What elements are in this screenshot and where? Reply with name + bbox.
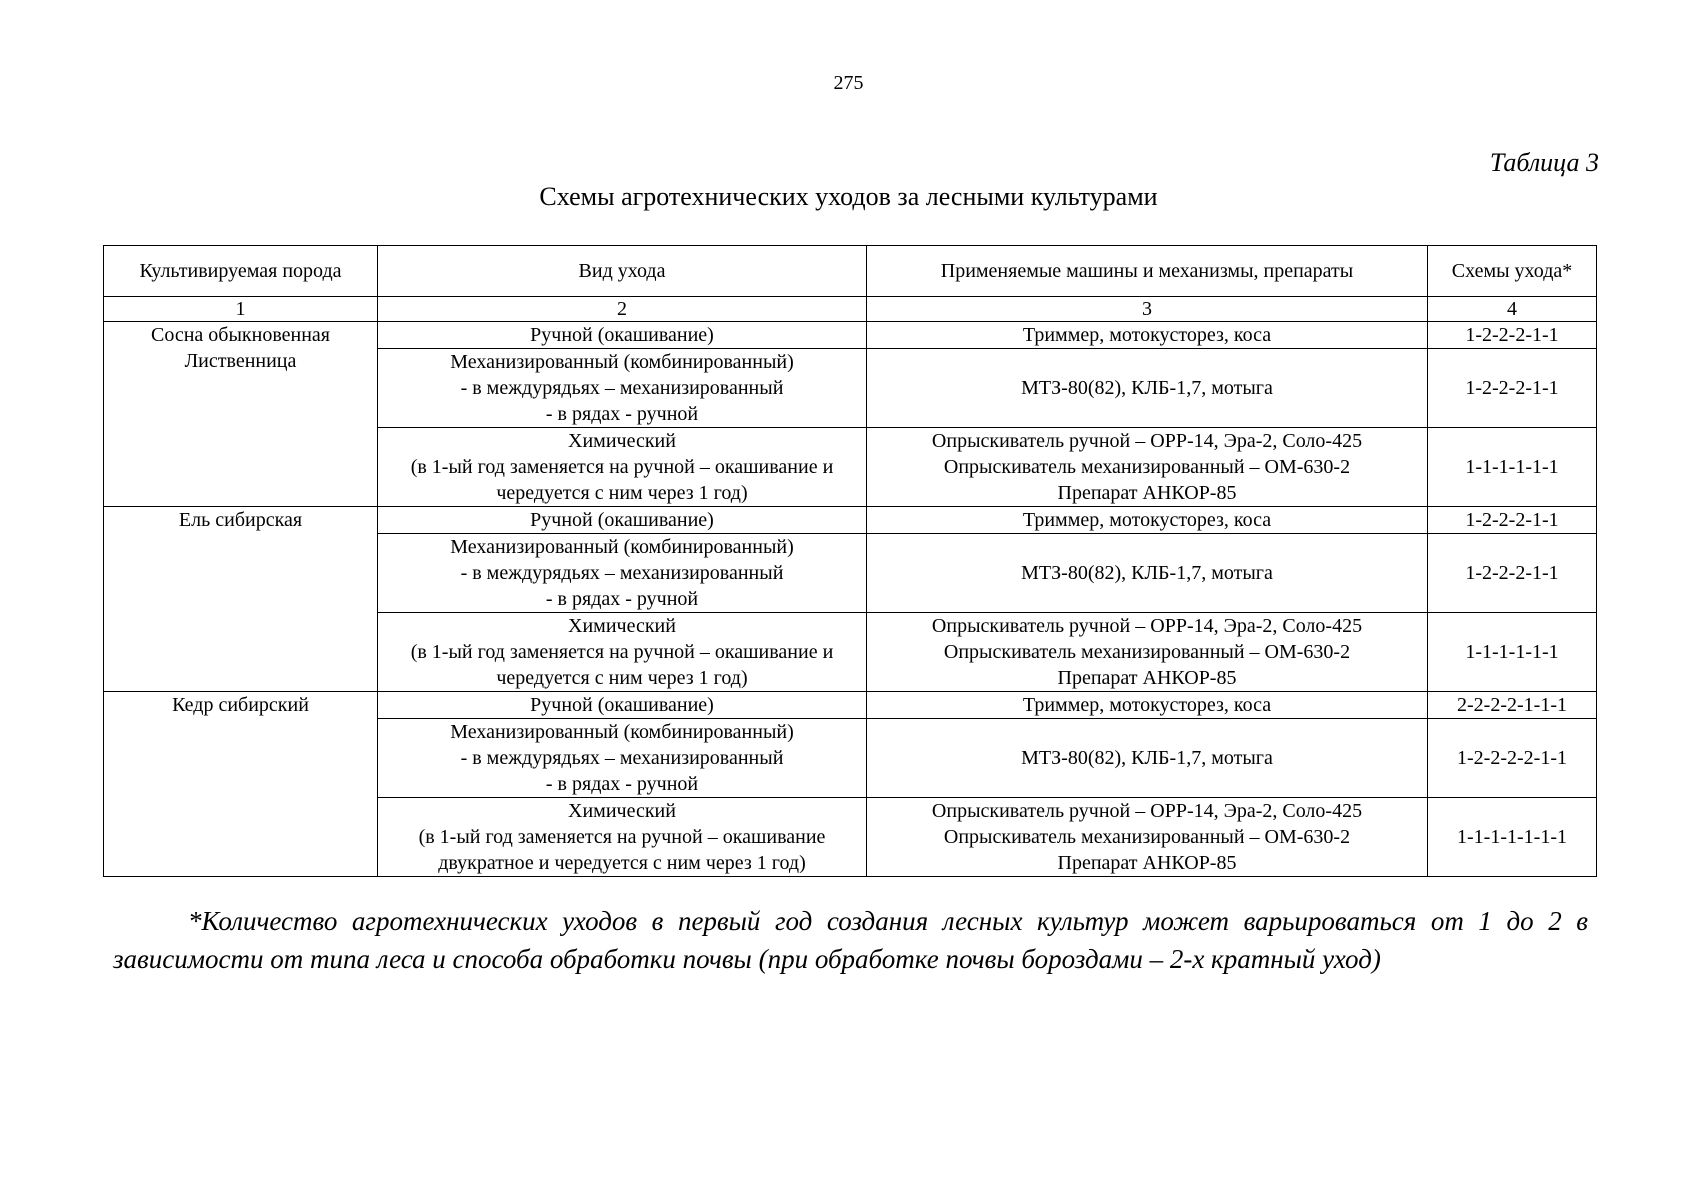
scheme-cell: 1-2-2-2-1-1 (1428, 534, 1597, 613)
cell-line: Лиственница (184, 350, 297, 372)
cell-line: Опрыскиватель механизированный – ОМ-630-2 (943, 641, 1351, 663)
care-type-cell (378, 534, 867, 613)
cell-line: Ручной (окашивание) (530, 324, 714, 346)
cell-line: МТЗ-80(82), КЛБ-1,7, мотыга (1021, 377, 1273, 399)
scheme-cell: 1-2-2-2-1-1 (1428, 507, 1597, 534)
cell-line: - в рядах - ручной (545, 588, 699, 610)
cell-line: Ель сибирская (178, 509, 303, 531)
cell-line: двукратное и чередуется с ним через 1 год) (438, 852, 806, 874)
care-schemes-table (103, 245, 1597, 877)
table-row (104, 322, 1597, 349)
column-number: 4 (1428, 297, 1597, 322)
care-type-cell (378, 613, 867, 692)
cell-line: Триммер, мотокусторез, коса (1022, 694, 1272, 716)
scheme-cell: 1-1-1-1-1-1 (1428, 613, 1597, 692)
cell-line: Триммер, мотокусторез, коса (1022, 509, 1272, 531)
table-title: Схемы агротехнических уходов за лесными культурами (539, 182, 1158, 211)
cell-line: Опрыскиватель ручной – ОРР-14, Эра-2, Соло-425 (931, 430, 1363, 452)
machines-cell (867, 428, 1428, 507)
cell-line: чередуется с ним через 1 год) (496, 482, 748, 504)
table-row (104, 692, 1597, 719)
cell-line: - в междурядьях – механизированный (460, 747, 784, 769)
cell-line: Ручной (окашивание) (530, 694, 714, 716)
care-type-cell (378, 349, 867, 428)
column-number: 1 (104, 297, 378, 322)
cell-line: Химический (568, 430, 676, 452)
cell-line: Препарат АНКОР-85 (1057, 482, 1237, 504)
cell-line: - в междурядьях – механизированный (460, 377, 784, 399)
cell-line: Препарат АНКОР-85 (1057, 667, 1237, 689)
header-row (104, 246, 1597, 297)
scheme-cell: 1-2-2-2-1-1 (1428, 349, 1597, 428)
cell-line: (в 1-ый год заменяется на ручной – окашивание и (410, 641, 834, 663)
cell-line: - в рядах - ручной (545, 403, 699, 425)
header-species: Культивируемая порода (104, 246, 378, 297)
cell-line: Препарат АНКОР-85 (1057, 852, 1237, 874)
cell-line: Механизированный (комбинированный) (450, 351, 794, 373)
scheme-cell: 1-1-1-1-1-1-1 (1428, 798, 1597, 877)
table-label: Таблица 3 (1489, 148, 1599, 177)
cell-line: Химический (568, 800, 676, 822)
scheme-cell: 1-1-1-1-1-1 (1428, 428, 1597, 507)
cell-line: Ручной (окашивание) (530, 509, 714, 531)
machines-cell (867, 613, 1428, 692)
header-machines: Применяемые машины и механизмы, препараты (867, 246, 1428, 297)
machines-cell (867, 322, 1428, 349)
care-type-cell (378, 322, 867, 349)
column-number: 3 (867, 297, 1428, 322)
cell-line: Сосна обыкновенная (150, 324, 330, 346)
header-scheme: Схемы ухода* (1428, 246, 1597, 297)
cell-line: Кедр сибирский (172, 694, 309, 716)
cell-line: Опрыскиватель ручной – ОРР-14, Эра-2, Соло-425 (931, 800, 1363, 822)
species-cell (104, 692, 378, 877)
scheme-cell: 1-2-2-2-2-1-1 (1428, 719, 1597, 798)
species-cell (104, 322, 378, 507)
cell-line: Механизированный (комбинированный) (450, 536, 794, 558)
column-number: 2 (378, 297, 867, 322)
care-type-cell (378, 507, 867, 534)
cell-line: (в 1-ый год заменяется на ручной – окашивание и (410, 456, 834, 478)
cell-line: Опрыскиватель механизированный – ОМ-630-2 (943, 456, 1351, 478)
header-care-type: Вид ухода (378, 246, 867, 297)
care-type-cell (378, 719, 867, 798)
table-row (104, 507, 1597, 534)
machines-cell (867, 692, 1428, 719)
machines-cell (867, 507, 1428, 534)
cell-line: МТЗ-80(82), КЛБ-1,7, мотыга (1021, 562, 1273, 584)
care-type-cell (378, 692, 867, 719)
cell-line: Опрыскиватель механизированный – ОМ-630-2 (943, 826, 1351, 848)
cell-line: МТЗ-80(82), КЛБ-1,7, мотыга (1021, 747, 1273, 769)
care-type-cell (378, 428, 867, 507)
column-number-row (104, 297, 1597, 322)
cell-line: Химический (568, 615, 676, 637)
care-type-cell (378, 798, 867, 877)
footnote: *Количество агротехнических уходов в первый год создания лесных культур может варьироваться от 1 до 2 в зависимости от типа леса и способа обработки почвы (при обработке почвы бороздами – 2-х кратный уход) (113, 906, 1588, 974)
cell-line: Механизированный (комбинированный) (450, 721, 794, 743)
machines-cell (867, 534, 1428, 613)
cell-line: Триммер, мотокусторез, коса (1022, 324, 1272, 346)
cell-line: - в междурядьях – механизированный (460, 562, 784, 584)
machines-cell (867, 349, 1428, 428)
cell-line: (в 1-ый год заменяется на ручной – окашивание (418, 826, 826, 848)
cell-line: чередуется с ним через 1 год) (496, 667, 748, 689)
species-cell (104, 507, 378, 692)
cell-line: - в рядах - ручной (545, 773, 699, 795)
page-number: 275 (833, 72, 864, 94)
scheme-cell: 2-2-2-2-1-1-1 (1428, 692, 1597, 719)
cell-line: Опрыскиватель ручной – ОРР-14, Эра-2, Соло-425 (931, 615, 1363, 637)
machines-cell (867, 719, 1428, 798)
machines-cell (867, 798, 1428, 877)
scheme-cell: 1-2-2-2-1-1 (1428, 322, 1597, 349)
